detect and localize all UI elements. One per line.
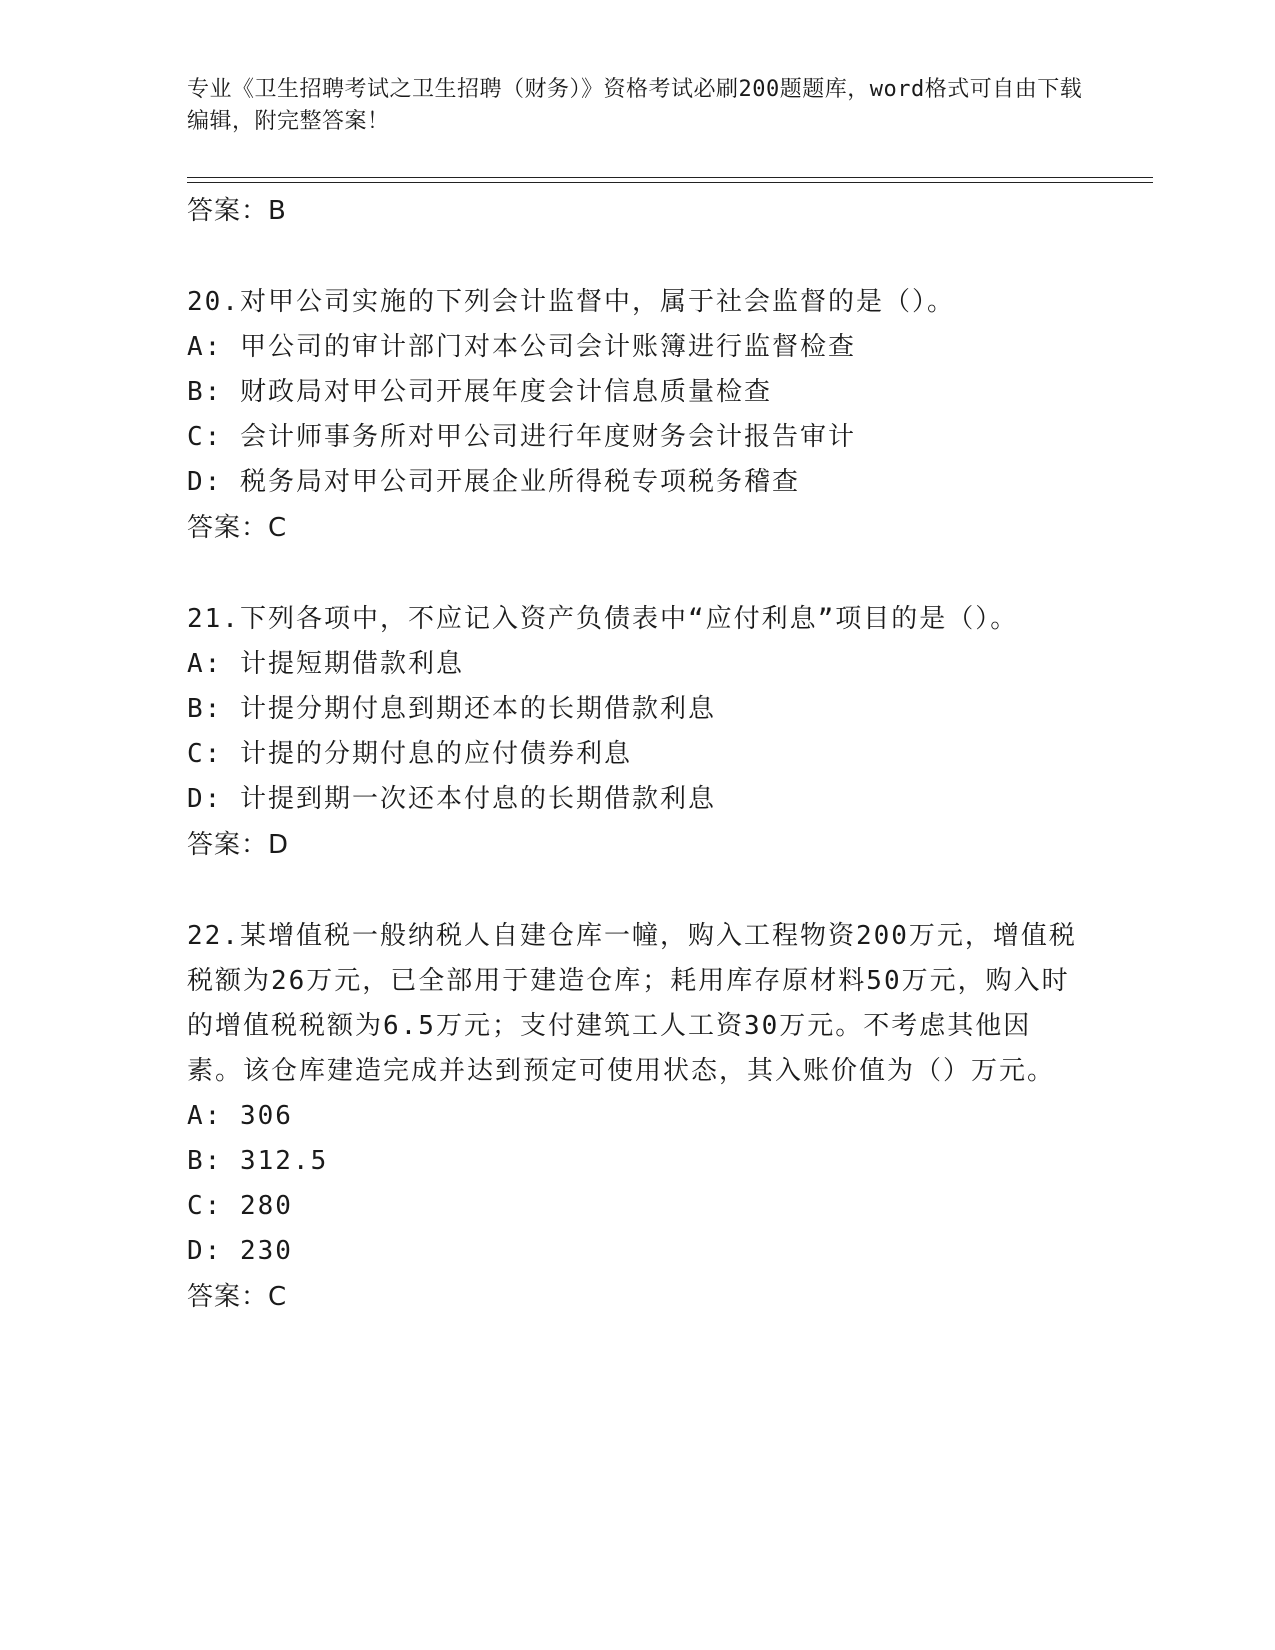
option-key: B: bbox=[187, 377, 223, 407]
answer-letter: C bbox=[268, 513, 288, 543]
option-key: D: bbox=[187, 1236, 223, 1266]
option-text: 280 bbox=[239, 1191, 293, 1221]
option-text: 计提的分期付息的应付债券利息 bbox=[239, 739, 632, 769]
answer-line bbox=[187, 505, 1087, 551]
option-text: 312.5 bbox=[239, 1146, 329, 1176]
option-text: 230 bbox=[239, 1236, 293, 1266]
option-c bbox=[187, 732, 1087, 777]
option-text: 计提短期借款利息 bbox=[239, 649, 464, 679]
option-key: D: bbox=[187, 784, 223, 814]
option-key: A: bbox=[187, 649, 223, 679]
option-d bbox=[187, 460, 1087, 505]
option-c bbox=[187, 415, 1087, 460]
option-text: 计提到期一次还本付息的长期借款利息 bbox=[239, 784, 716, 814]
option-text: 财政局对甲公司开展年度会计信息质量检查 bbox=[239, 377, 772, 407]
option-d bbox=[187, 1229, 1087, 1274]
answer-line bbox=[187, 188, 1087, 234]
option-key: A: bbox=[187, 332, 223, 362]
option-text: 甲公司的审计部门对本公司会计账簿进行监督检查 bbox=[239, 332, 856, 362]
question-21 bbox=[187, 597, 1087, 868]
option-c bbox=[187, 1184, 1087, 1229]
answer-line bbox=[187, 822, 1087, 868]
option-text: 306 bbox=[239, 1101, 293, 1131]
option-b bbox=[187, 1139, 1087, 1184]
answer-label: 答案： bbox=[187, 1282, 269, 1312]
option-key: C: bbox=[187, 1191, 223, 1221]
option-text: 计提分期付息到期还本的长期借款利息 bbox=[239, 694, 716, 724]
answer-label: 答案： bbox=[187, 513, 269, 543]
answer-line bbox=[187, 1274, 1087, 1320]
question-22 bbox=[187, 914, 1087, 1320]
option-b bbox=[187, 687, 1087, 732]
answer-letter: B bbox=[268, 196, 287, 226]
option-key: C: bbox=[187, 739, 223, 769]
option-text: 税务局对甲公司开展企业所得税专项税务稽查 bbox=[239, 467, 800, 497]
page-header: 专业《卫生招聘考试之卫生招聘（财务）》资格考试必刷200题题库，word格式可自由下载编辑，附完整答案！ bbox=[187, 77, 1083, 134]
option-key: A: bbox=[187, 1101, 223, 1131]
option-key: B: bbox=[187, 1146, 223, 1176]
option-a bbox=[187, 325, 1087, 370]
answer-label: 答案： bbox=[187, 196, 269, 226]
option-key: B: bbox=[187, 694, 223, 724]
answer-letter: D bbox=[268, 830, 290, 860]
option-key: D: bbox=[187, 467, 223, 497]
option-b bbox=[187, 370, 1087, 415]
header-rule-bottom bbox=[187, 182, 1153, 183]
document-content bbox=[187, 188, 1087, 1320]
question-20 bbox=[187, 280, 1087, 551]
answer-label: 答案： bbox=[187, 830, 269, 860]
question-stem: 20.对甲公司实施的下列会计监督中，属于社会监督的是（）。 bbox=[187, 287, 955, 317]
option-a bbox=[187, 1094, 1087, 1139]
option-a bbox=[187, 642, 1087, 687]
header-rule-top bbox=[187, 177, 1153, 178]
question-stem: 22.某增值税一般纳税人自建仓库一幢，购入工程物资200万元，增值税税额为26万元，已全部用于建造仓库；耗用库存原材料50万元，购入时的增值税税额为6.5万元；支付建筑工人工资30万元。不考虑其他因素。该仓库建造完成并达到预定可使用状态，其入账价值为（）万元。 bbox=[187, 921, 1077, 1086]
option-text: 会计师事务所对甲公司进行年度财务会计报告审计 bbox=[239, 422, 856, 452]
answer-letter: C bbox=[268, 1282, 288, 1312]
question-stem: 21.下列各项中，不应记入资产负债表中“应付利息”项目的是（）。 bbox=[187, 604, 1019, 634]
option-d bbox=[187, 777, 1087, 822]
option-key: C: bbox=[187, 422, 223, 452]
